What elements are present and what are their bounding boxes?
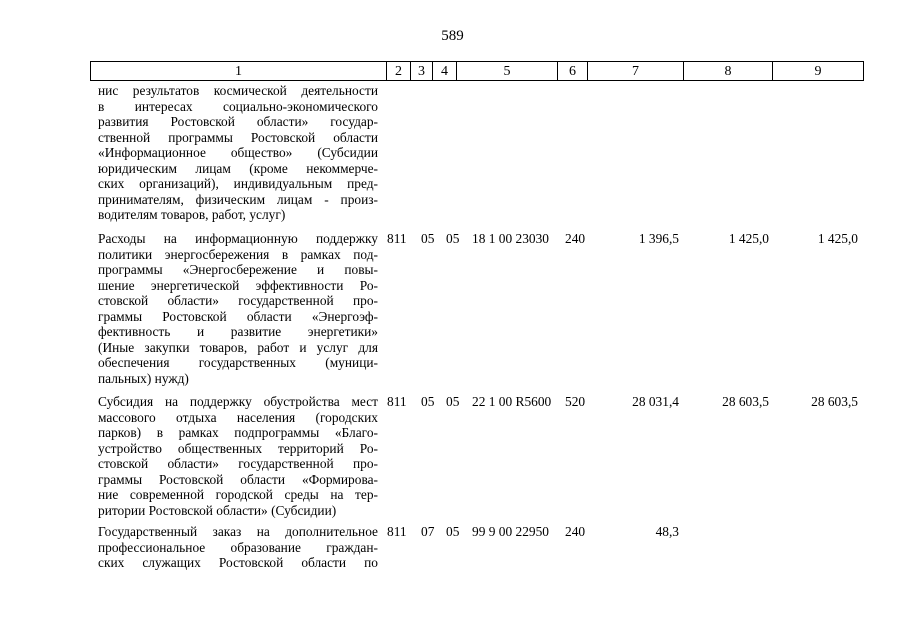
description-line: Субсидия на поддержку обустройства мест — [98, 394, 378, 409]
description-line: (Иные закупки товаров, работ и услуг для — [98, 339, 378, 355]
description-line: юридическим лицам (кроме некоммерче- — [98, 160, 378, 176]
description-line: ние современной городской среды на тер- — [98, 487, 378, 502]
row-description — [98, 231, 378, 386]
cell-amount-col7: 28 031,4 — [632, 394, 679, 409]
cell-subsection-code: 05 — [446, 524, 460, 539]
table-header — [90, 61, 864, 81]
description-line: ственной программы Ростовской области — [98, 129, 378, 145]
cell-section-code: 05 — [421, 231, 435, 246]
cell-amount-col9: 1 425,0 — [817, 231, 858, 246]
description-line: водителям товаров, работ, услуг) — [98, 207, 286, 222]
cell-amount-col7: 48,3 — [655, 524, 679, 539]
description-line: Расходы на информационную поддержку — [98, 231, 378, 246]
description-line: пальных) нужд) — [98, 370, 189, 386]
row-description — [98, 394, 378, 518]
cell-section-code: 07 — [421, 524, 435, 539]
cell-expense-type: 240 — [565, 524, 586, 539]
cell-ministry-code: 811 — [387, 231, 407, 246]
description-line: ских служащих Ростовской области по — [98, 555, 378, 570]
cell-amount-col8: 1 425,0 — [728, 231, 769, 246]
cell-expense-type: 240 — [565, 231, 586, 246]
description-line: Государственный заказ на дополнительное — [98, 524, 378, 539]
description-line: граммы Ростовской области «Формирова- — [98, 471, 378, 487]
cell-ministry-code: 811 — [387, 524, 407, 539]
cell-expense-type: 520 — [565, 394, 586, 409]
cell-section-code: 05 — [421, 394, 435, 409]
description-line: парков) в рамках подпрограммы «Благо- — [98, 425, 378, 440]
cell-subsection-code: 05 — [446, 231, 460, 246]
description-line: «Информационное общество» (Субсидии — [98, 145, 378, 160]
cell-target-article: 18 1 00 23030 — [472, 231, 549, 246]
cell-target-article: 22 1 00 R5600 — [472, 394, 552, 409]
description-line: обеспечения государственных (муници- — [98, 355, 378, 370]
cell-subsection-code: 05 — [446, 394, 460, 409]
description-line: ских организаций), индивидуальным пред- — [98, 176, 378, 191]
header-col-2: 2 — [387, 62, 411, 81]
header-col-5: 5 — [457, 62, 558, 81]
page-number: 589 — [441, 28, 464, 44]
cell-amount-col9: 28 603,5 — [811, 394, 858, 409]
description-line: фективность и развитие энергетики» — [98, 324, 378, 339]
header-col-4: 4 — [433, 62, 457, 81]
row-description — [98, 83, 378, 223]
header-col-1: 1 — [91, 62, 387, 81]
description-line: развития Ростовской области» государ- — [98, 114, 378, 129]
description-line: принимателям, физическим лицам - произ- — [98, 191, 378, 207]
description-line: стовской области» государственной про- — [98, 456, 378, 471]
cell-target-article: 99 9 00 22950 — [472, 524, 549, 539]
header-col-3: 3 — [411, 62, 433, 81]
description-line: программы «Энергосбережение и повы- — [98, 262, 378, 277]
description-line: политики энергосбережения в рамках под- — [98, 246, 378, 262]
cell-amount-col8: 28 603,5 — [722, 394, 769, 409]
description-line: стовской области» государственной про- — [98, 293, 378, 308]
description-line: в интересах социально-экономического — [98, 98, 378, 114]
cell-amount-col7: 1 396,5 — [638, 231, 679, 246]
header-col-7: 7 — [588, 62, 684, 81]
description-line: ритории Ростовской области» (Субсидии) — [98, 502, 337, 518]
header-col-6: 6 — [558, 62, 588, 81]
cell-ministry-code: 811 — [387, 394, 407, 409]
description-line: устройство общественных территорий Ро- — [98, 440, 378, 456]
description-line: массового отдыха населения (городских — [98, 409, 378, 425]
description-line: профессиональное образование граждан- — [98, 539, 378, 555]
header-col-9: 9 — [814, 64, 822, 79]
header-col-8: 8 — [684, 62, 773, 81]
description-line: шение энергетической эффективности Ро- — [98, 277, 378, 293]
description-line: граммы Ростовской области «Энергоэф- — [98, 308, 378, 324]
description-line: нис результатов космической деятельности — [98, 83, 378, 98]
row-description — [98, 524, 378, 571]
